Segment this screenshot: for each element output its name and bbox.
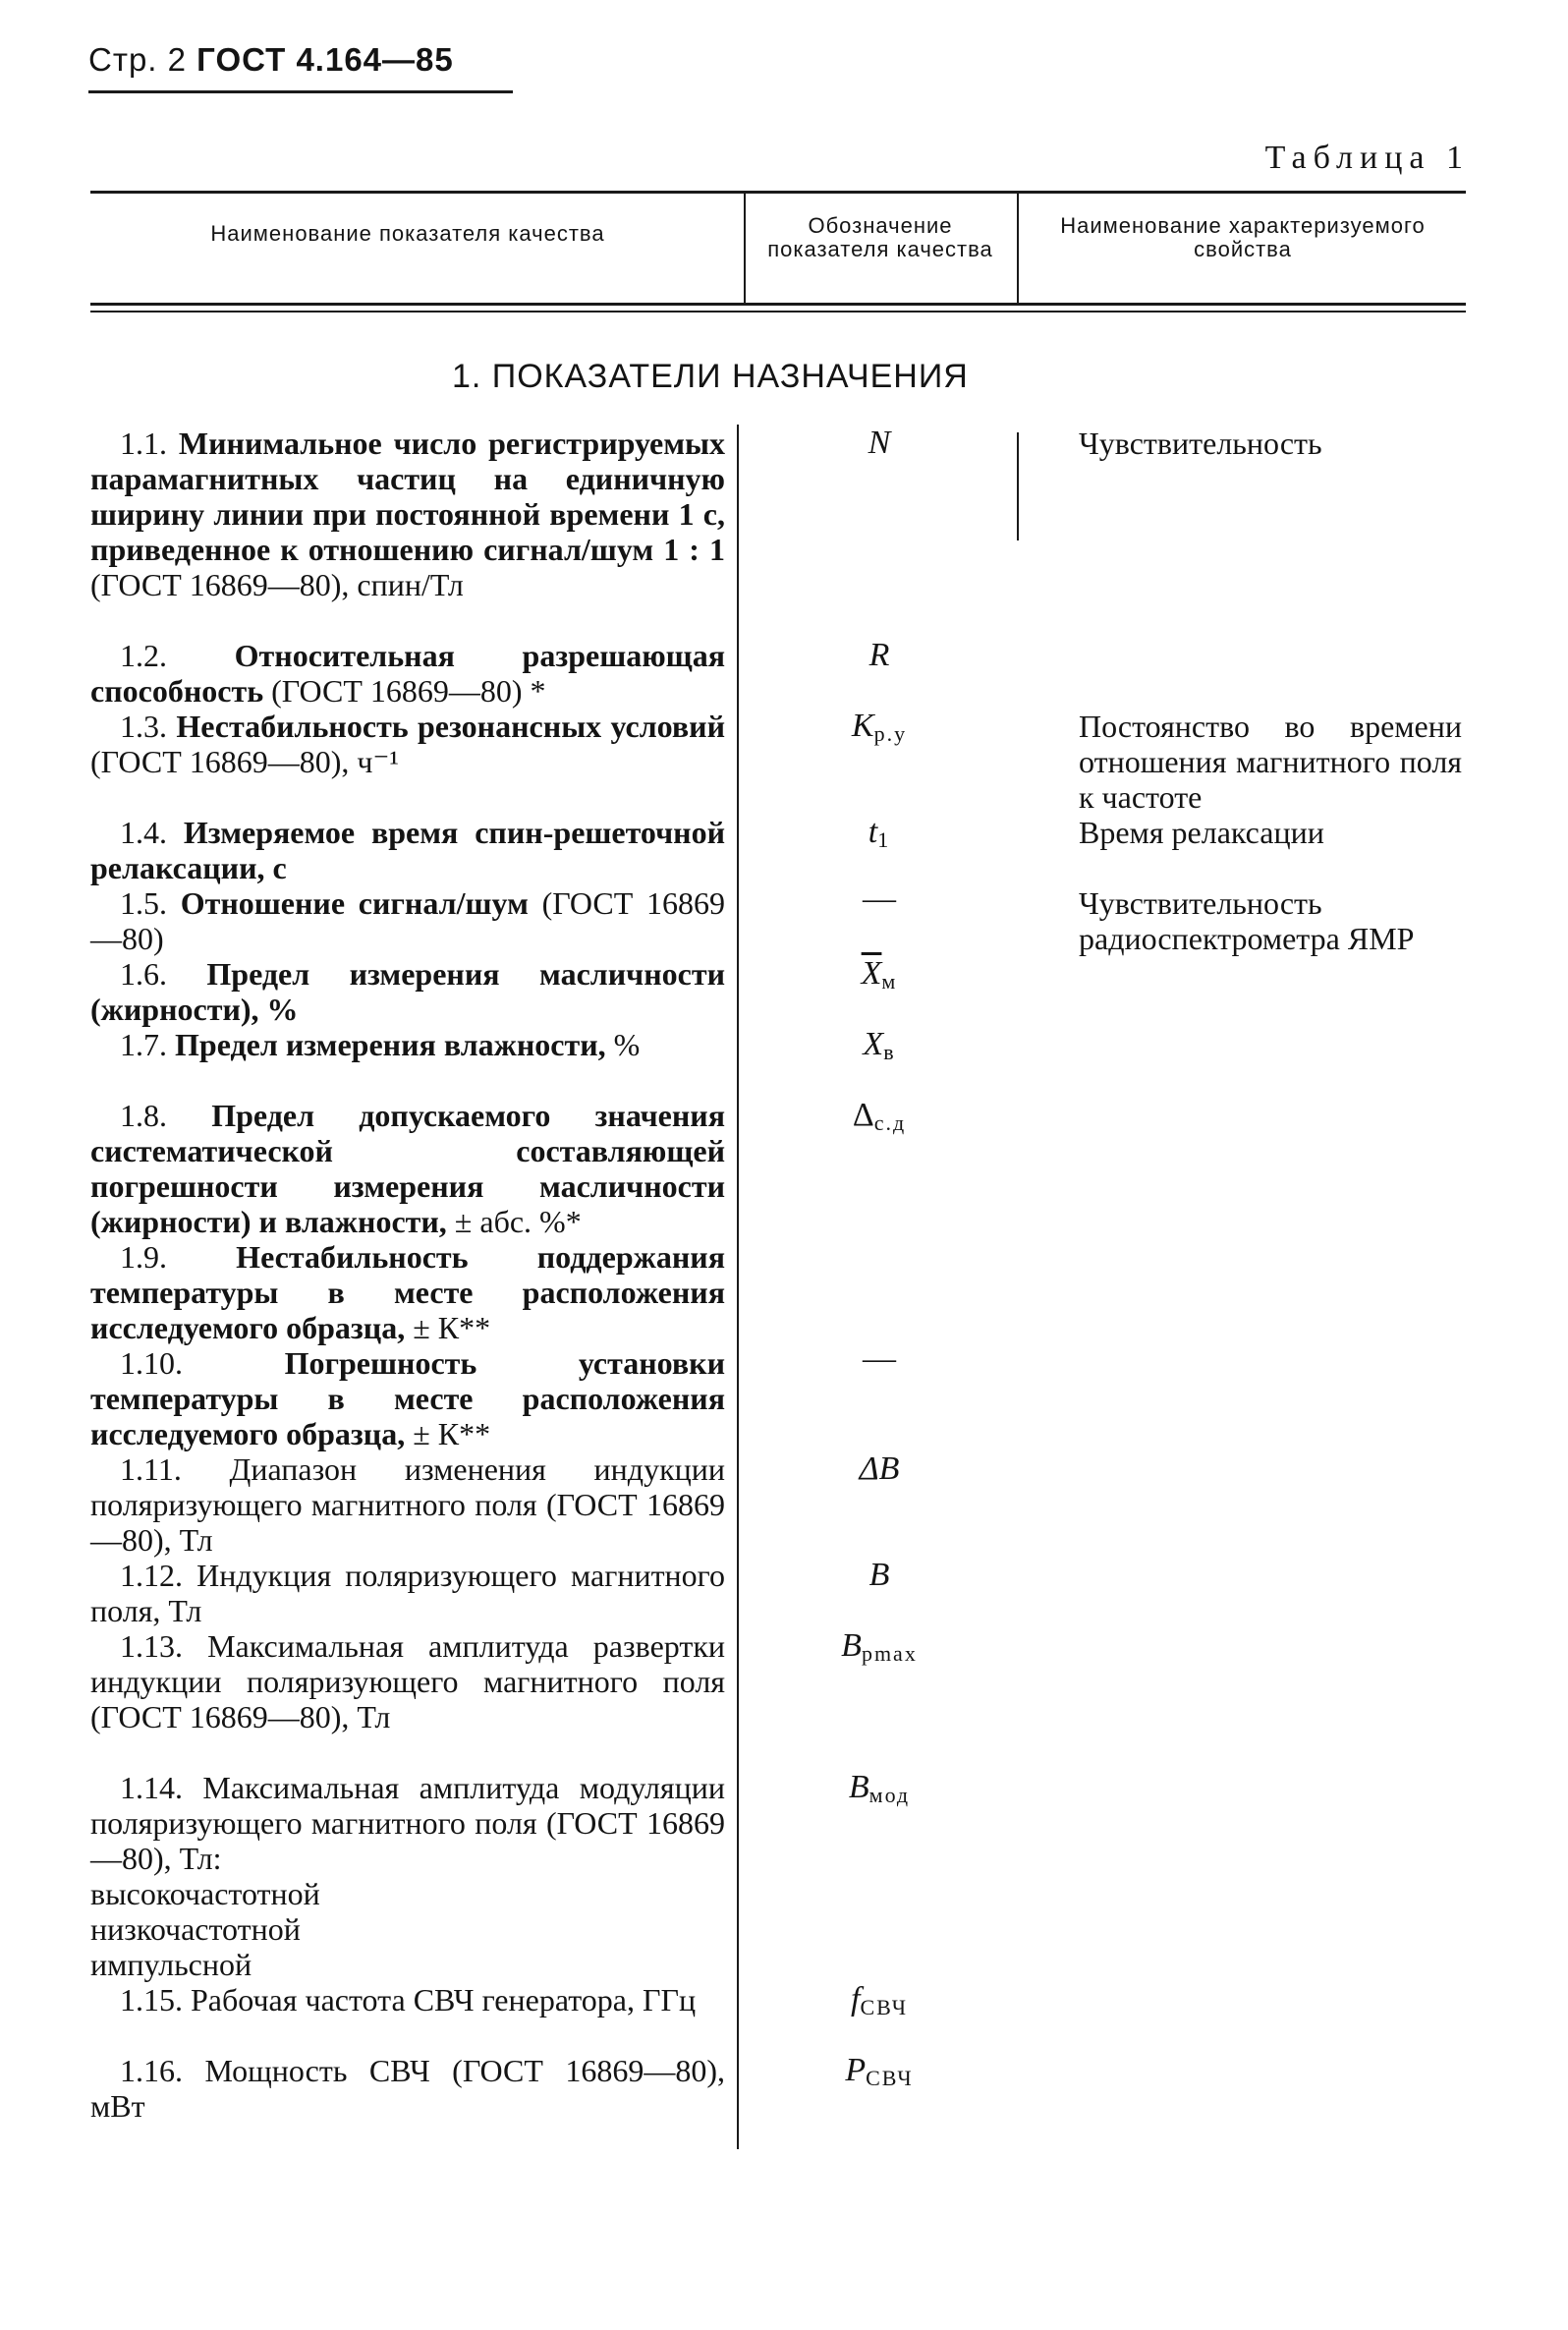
symbol: B (841, 1627, 862, 1664)
item-text: Рабочая частота СВЧ генератора, ГГц (191, 1982, 697, 2017)
header-bottom-rule (90, 303, 1466, 306)
item-number: 1.8. (120, 1098, 167, 1133)
column-header-property: Наименование характеризуемого свойства (1060, 213, 1426, 261)
table-title: Таблица 1 (1264, 140, 1470, 176)
column-header-symbol: Обозначение показателя качества (767, 213, 993, 261)
item-text: (ГОСТ 16869—80) (90, 885, 726, 956)
header-bottom-rule-double (90, 311, 1466, 313)
column-header-name: Наименование показателя качества (210, 221, 605, 246)
item-title: Погрешность установки температуры в месте расположения исследуемого образца, (90, 1345, 725, 1451)
table-row-item (90, 638, 725, 709)
symbol: — (863, 881, 896, 917)
item-number: 1.16. (120, 2053, 183, 2088)
item-text: Максимальная амплитуда модуляции поляризующего магнитного поля (ГОСТ 16869—80), Тл: (90, 1770, 725, 1876)
symbol-cell (747, 1450, 1012, 1488)
table-row-item (90, 709, 725, 779)
item-number: 1.1. (120, 426, 167, 461)
symbol: ΔB (859, 1450, 900, 1487)
item-text: (ГОСТ 16869—80), ч⁻¹ (90, 744, 399, 779)
property-cell: Чувствительность радиоспектрометра ЯМР (1079, 885, 1415, 956)
symbol: N (868, 425, 891, 461)
item-number: 1.4. (120, 815, 167, 850)
property-cell: Постоянство во времени отношения магнитного поля к частоте (1079, 709, 1462, 815)
symbol-subscript: pmax (861, 1641, 918, 1666)
item-title: Нестабильность поддержания температуры в месте расположения исследуемого образца, (90, 1239, 726, 1345)
item-text: Мощность СВЧ (ГОСТ 16869—80), мВт (90, 2053, 726, 2124)
symbol-cell (747, 1769, 1012, 1808)
symbol-subscript: СВЧ (866, 2066, 914, 2090)
symbol: X (863, 1026, 884, 1062)
item-number: 1.14. (120, 1770, 183, 1805)
item-text: (ГОСТ 16869—80), спин/Тл (90, 567, 464, 602)
item-text: (ГОСТ 16869—80) * (263, 673, 546, 709)
item-title: Измеряемое время спин-решеточной релаксации, с (90, 815, 726, 885)
table-row-item (90, 2053, 725, 2124)
item-number: 1.13. (120, 1628, 183, 1664)
page-header (88, 41, 454, 79)
symbol-subscript: в (883, 1040, 896, 1064)
property-cell: Время релаксации (1079, 815, 1324, 850)
symbol-cell (747, 1557, 1012, 1594)
item-text: Индукция поляризующего магнитного поля, Тл (90, 1558, 726, 1628)
item-text: Диапазон изменения индукции поляризующего магнитного поля (ГОСТ 16869—80), Тл (90, 1451, 726, 1558)
table-row-item (90, 426, 725, 602)
item-text: % (605, 1027, 641, 1062)
item-title: Предел измерения масличности (жирности), % (90, 956, 726, 1027)
table-row-item (90, 1027, 725, 1062)
symbol-cell (747, 637, 1012, 674)
item-number: 1.2. (120, 638, 167, 673)
item-number: 1.10. (120, 1345, 183, 1381)
symbol: P (845, 2052, 867, 2088)
table-row-item (90, 1770, 725, 1982)
symbol-cell (747, 1340, 1012, 1378)
property-cell: Чувствительность (1079, 426, 1322, 461)
item-title: Относительная разрешающая способность (90, 638, 725, 709)
symbol-subscript: с.д (873, 1110, 907, 1135)
symbol-cell (747, 955, 1012, 995)
header-underline (88, 90, 513, 93)
body-divider-1 (737, 425, 739, 2149)
body-divider-2 (1017, 432, 1019, 540)
symbol-cell (747, 1026, 1012, 1065)
symbol: f (850, 1981, 861, 2017)
table-row-item (90, 1345, 725, 1451)
symbol: Δ (852, 1097, 874, 1133)
table-row-item (90, 956, 725, 1027)
table-row-item (90, 1239, 725, 1345)
item-text: ± К** (405, 1310, 491, 1345)
symbol: R (868, 637, 890, 673)
symbol-cell (747, 2052, 1012, 2091)
symbol-subscript: 1 (877, 827, 891, 852)
item-number: 1.6. (120, 956, 167, 992)
table-row-item (90, 1558, 725, 1628)
header-divider-1 (744, 194, 746, 303)
section-title: 1. ПОКАЗАТЕЛИ НАЗНАЧЕНИЯ (452, 358, 969, 395)
table-row-item (90, 1628, 725, 1734)
symbol-cell (747, 1627, 1012, 1667)
item-number: 1.5. (120, 885, 167, 921)
standard-code: ГОСТ 4.164—85 (196, 41, 454, 78)
item-title: Нестабильность резонансных условий (176, 709, 726, 744)
table-row-item (90, 1098, 725, 1239)
item-number: 1.11. (120, 1451, 182, 1487)
symbol: — (863, 1340, 896, 1377)
table-top-rule (90, 191, 1466, 194)
symbol-subscript: СВЧ (860, 1995, 908, 2019)
symbol: B (848, 1769, 869, 1805)
item-number: 1.12. (120, 1558, 183, 1593)
symbol-cell (747, 814, 1012, 853)
symbol-subscript: мод (868, 1783, 911, 1807)
item-title: Отношение сигнал/шум (180, 885, 529, 921)
item-number: 1.7. (120, 1027, 167, 1062)
item-title: Предел измерения влажности, (175, 1027, 606, 1062)
symbol-cell (747, 425, 1012, 462)
table-row-item (90, 815, 725, 885)
symbol: $\overline{X}$ (861, 955, 882, 992)
table-row-item (90, 885, 725, 956)
item-number: 1.9. (120, 1239, 167, 1275)
symbol-cell (747, 881, 1012, 918)
sub-item: импульсной (90, 1947, 252, 1982)
table-row-item (90, 1451, 725, 1558)
sub-item: высокочастотной (90, 1876, 320, 1911)
symbol: t (868, 814, 878, 850)
table-row-item (90, 1982, 725, 2017)
item-number: 1.3. (120, 709, 167, 744)
item-text: ± К** (405, 1416, 491, 1451)
symbol-subscript: р.у (873, 721, 908, 746)
symbol-cell (747, 1097, 1012, 1136)
item-title: Минимальное число регистрируемых парамагнитных частиц на единичную ширину линии при постоянной времени 1 с, приведенное к отношению сигнал/шум 1 : 1 (90, 426, 725, 567)
symbol: K (851, 708, 874, 744)
item-number: 1.15. (120, 1982, 183, 2017)
sub-item: низкочастотной (90, 1911, 301, 1947)
item-title: Предел допускаемого значения систематической составляющей погрешности измерения масличности (жирности) и влажности, (90, 1098, 726, 1239)
symbol-cell (747, 708, 1012, 747)
symbol-subscript: м (881, 969, 898, 994)
item-text: Максимальная амплитуда развертки индукции поляризующего магнитного поля (ГОСТ 16869—80), Тл (90, 1628, 725, 1734)
header-divider-2 (1017, 194, 1019, 303)
item-text: ± абс. %* (446, 1204, 582, 1239)
page-number: Стр. 2 (88, 41, 187, 78)
symbol-cell (747, 1981, 1012, 2020)
symbol: B (868, 1557, 890, 1593)
